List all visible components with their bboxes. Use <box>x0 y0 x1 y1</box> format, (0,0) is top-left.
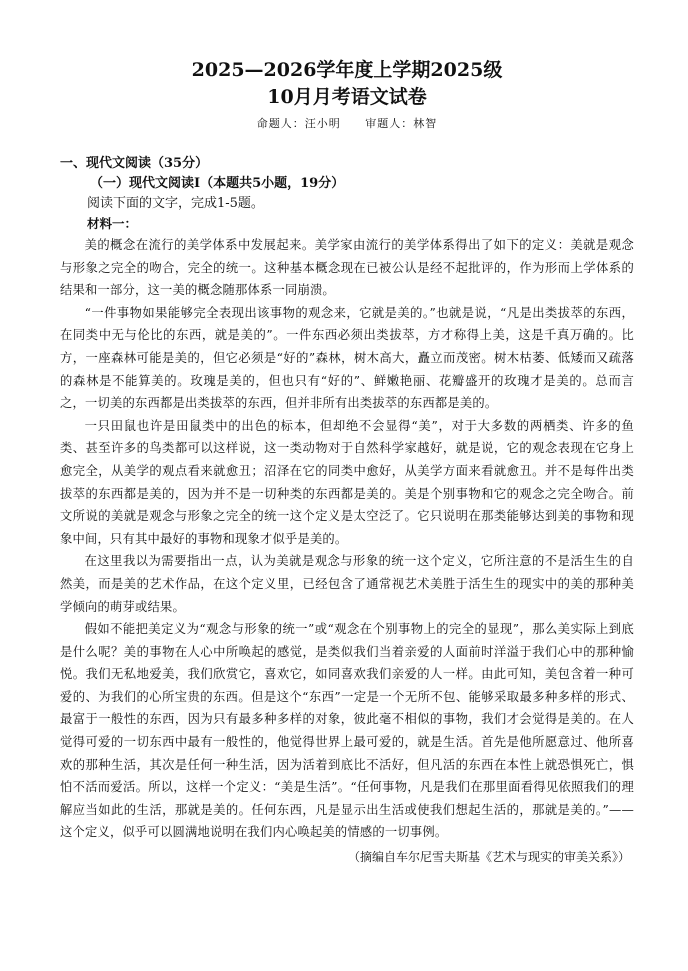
authors-line <box>60 115 634 133</box>
reviewer-label: 审题人：林智 <box>365 117 438 130</box>
passage-paragraph: 假如不能把美定义为“观念与形象的统一”或“观念在个别事物上的完全的显现”，那么美实际上到底是什么呢？美的事物在人心中所唤起的感觉，是类似我们当着亲爱的人面前时洋溢于我们心中的那种愉悦。我们无私地爱美，我们欣赏它，喜欢它，如同喜欢我们亲爱的人一样。由此可知，美包含着一种可爱的、为我们的心所宝贵的东西。但是这个“东西”一定是一个无所不包、能够采取最多种多样的形式、最富于一般性的东西，因为只有最多种多样的对象，彼此毫不相似的事物，我们才会觉得是美的。在人觉得可爱的一切东西中最有一般性的，他觉得世界上最可爱的，就是生活。首先是他所愿意过、他所喜欢的那种生活，其次是任何一种生活，因为活着到底比不活好，但凡活的东西在本性上就恐惧死亡，惧怕不活而爱活。所以，这样一个定义：“美是生活”。“任何事物，凡是我们在那里面看得见依照我们的理解应当如此的生活，那就是美的。任何东西，凡是显示出生活或使我们想起生活的，那就是美的。”——这个定义，似乎可以圆满地说明在我们内心唤起美的情感的一切事例。 <box>60 622 634 840</box>
reading-instruction: 阅读下面的文字，完成1-5题。 <box>87 196 264 211</box>
passage-paragraph: 美的概念在流行的美学体系中发展起来。美学家由流行的美学体系得出了如下的定义：美就是观念与形象之完全的吻合，完全的统一。这种基本概念现在已被公认是经不起批评的，作为形而上学体系的结果和一部分，这一美的概念随那体系一同崩溃。 <box>60 238 634 298</box>
section-heading: 一、现代文阅读（35分） <box>60 156 209 171</box>
passage-paragraph: 一只田鼠也许是田鼠类中的出色的标本，但却绝不会显得“美”，对于大多数的两栖类、许多的鱼类、甚至许多的鸟类都可以这样说，这一类动物对于自然科学家越好，就是说，它的观念表现在它身上愈完全，从美学的观点看来就愈丑；沼泽在它的同类中愈好，从美学方面来看就愈丑。并不是每件出类拔萃的东西都是美的，因为并不是一切种类的东西都是美的。美是个别事物和它的观念之完全吻合。前文所说的美就是观念与形象之完全的统一这个定义是太空泛了。它只说明在那类能够达到美的事物和现象中间，只有其中最好的事物和现象才似乎是美的。 <box>60 418 634 546</box>
exam-title-line1: 2025—2026学年度上学期2025级 <box>191 59 503 81</box>
material-label: 材料一： <box>87 216 138 231</box>
subsection-heading: （一）现代文阅读Ⅰ（本题共5小题，19分） <box>90 176 345 191</box>
passage <box>60 234 634 844</box>
passage-paragraph: “一件事物如果能够完全表现出该事物的观念来，它就是美的。”也就是说，“凡是出类拔萃的东西，在同类中无与伦比的东西，就是美的”。一件东西必须出类拔萃，方才称得上美，这是千真万确的。比方，一座森林可能是美的，但它必须是“好的”森林，树木高大，矗立而茂密。树木枯萎、低矮而又疏落的森林是不能算美的。玫瑰是美的，但也只有“好的”、鲜嫩艳丽、花瓣盛开的玫瑰才是美的。总而言之，一切美的东西都是出类拔萃的东西，但并非所有出类拔萃的东西都是美的。 <box>60 305 634 411</box>
source-citation: （摘编自车尔尼雪夫斯基《艺术与现实的审美关系》） <box>347 850 630 865</box>
setter-label: 命题人：汪小明 <box>256 117 341 130</box>
passage-paragraph: 在这里我以为需要指出一点，认为美就是观念与形象的统一这个定义，它所注意的不是活生生的自然美，而是美的艺术作品，在这个定义里，已经包含了通常视艺术美胜于活生生的现实中的美的那种美学倾向的萌芽或结果。 <box>60 554 634 614</box>
exam-title-line2: 10月月考语文试卷 <box>267 86 427 108</box>
